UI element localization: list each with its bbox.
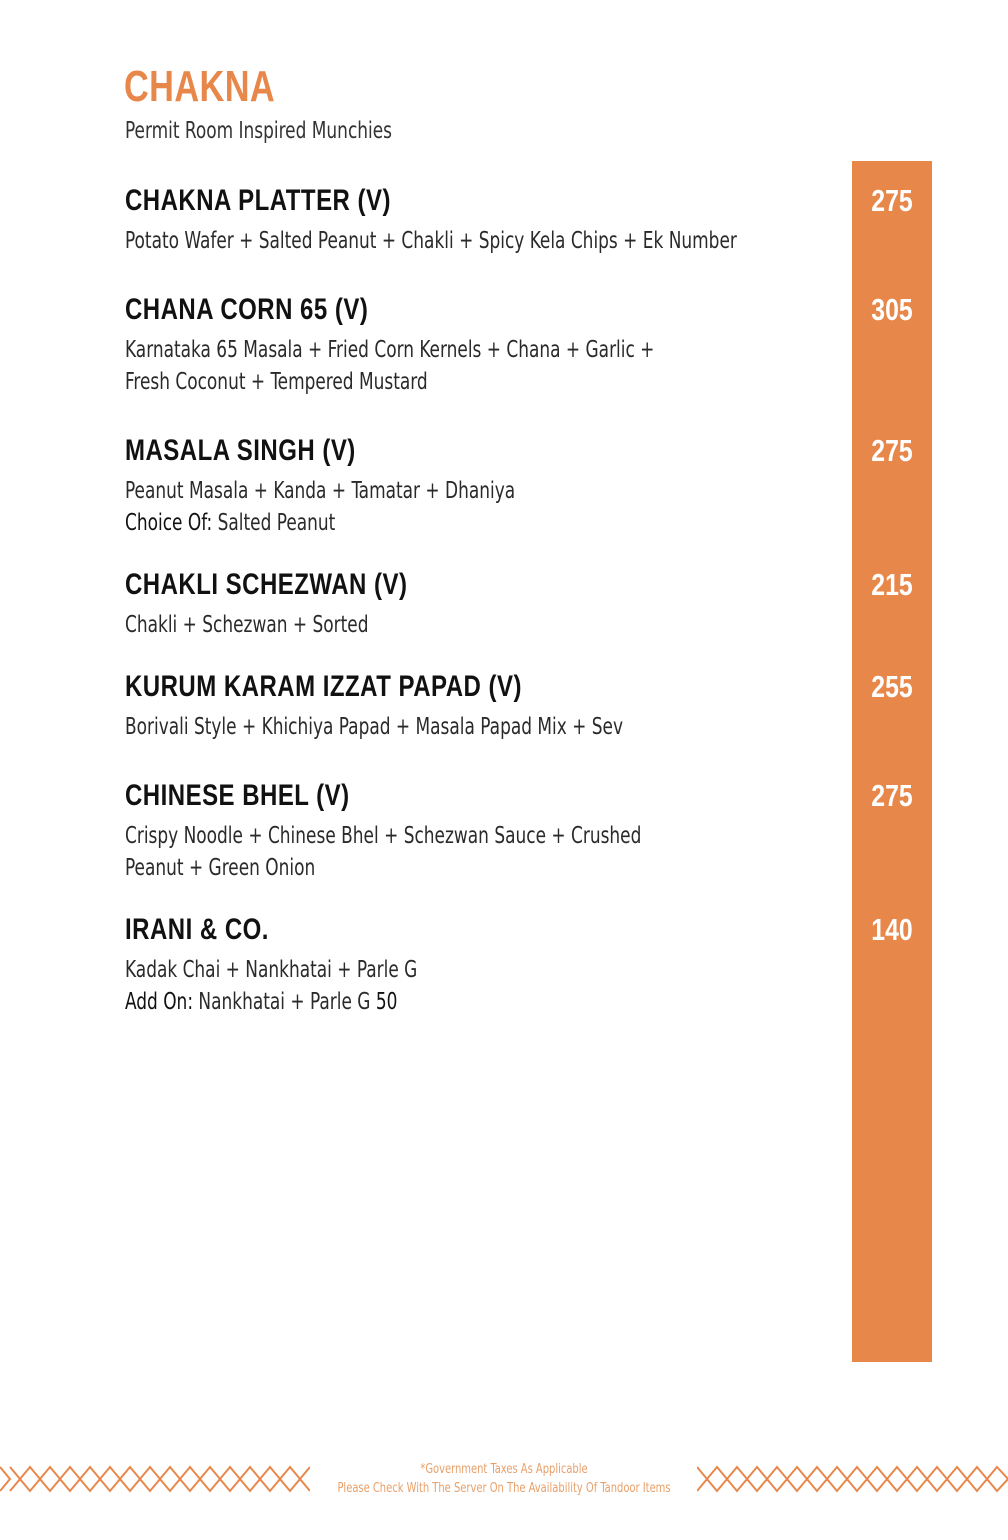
menu-item-masala-singh bbox=[125, 433, 825, 539]
section-subtitle: Permit Room Inspired Munchies bbox=[125, 118, 393, 144]
choice-label: Choice Of: bbox=[125, 510, 213, 536]
item-name: MASALA SINGH (V) bbox=[125, 434, 356, 467]
menu-item-chakna-platter bbox=[125, 183, 825, 257]
choice-text: Salted Peanut bbox=[212, 510, 336, 536]
item-description-line: Peanut Masala + Kanda + Tamatar + Dhaniya bbox=[125, 478, 516, 504]
footer-tax-note: *Government Taxes As Applicable bbox=[420, 1462, 588, 1477]
item-description bbox=[125, 334, 699, 398]
item-description bbox=[125, 609, 699, 641]
item-name: KURUM KARAM IZZAT PAPAD (V) bbox=[125, 670, 522, 703]
addon-label: Add On: bbox=[125, 989, 194, 1015]
item-choice-line bbox=[125, 507, 699, 539]
item-price: 275 bbox=[871, 433, 913, 468]
item-name: CHAKLI SCHEZWAN (V) bbox=[125, 568, 408, 601]
item-description bbox=[125, 954, 699, 1018]
zigzag-pattern-left-icon bbox=[0, 1461, 310, 1497]
addon-text: Nankhatai + Parle G bbox=[193, 989, 376, 1015]
item-description-line: Kadak Chai + Nankhatai + Parle G bbox=[125, 957, 418, 983]
item-description-line: Chakli + Schezwan + Sorted bbox=[125, 612, 369, 638]
item-description-line: Fresh Coconut + Tempered Mustard bbox=[125, 369, 428, 395]
item-price: 305 bbox=[871, 292, 913, 327]
item-description bbox=[125, 820, 699, 884]
item-price: 140 bbox=[871, 912, 913, 947]
menu-item-kurum-karam-izzat-papad bbox=[125, 669, 825, 743]
item-description-line: Karnataka 65 Masala + Fried Corn Kernels + Chana + Garlic + bbox=[125, 337, 655, 363]
item-price: 255 bbox=[871, 669, 913, 704]
item-description-line: Borivali Style + Khichiya Papad + Masala Papad Mix + Sev bbox=[125, 714, 624, 740]
item-name: IRANI & CO. bbox=[125, 913, 269, 946]
menu-item-chana-corn-65 bbox=[125, 292, 825, 398]
item-description bbox=[125, 225, 737, 257]
price-band bbox=[852, 161, 932, 1362]
footer-note bbox=[300, 1460, 708, 1498]
item-description bbox=[125, 711, 699, 743]
item-description-line: Peanut + Green Onion bbox=[125, 855, 316, 881]
menu-item-chinese-bhel bbox=[125, 778, 825, 884]
addon-price: 50 bbox=[375, 989, 398, 1015]
item-name: CHAKNA PLATTER (V) bbox=[125, 184, 391, 217]
item-addon-line bbox=[125, 986, 699, 1018]
item-price: 215 bbox=[871, 567, 913, 602]
section-title: CHAKNA bbox=[124, 62, 276, 111]
item-price: 275 bbox=[871, 183, 913, 218]
footer-availability-note: Please Check With The Server On The Availability Of Tandoor Items bbox=[337, 1481, 671, 1496]
item-description-line: Crispy Noodle + Chinese Bhel + Schezwan Sauce + Crushed bbox=[125, 823, 642, 849]
item-name: CHINESE BHEL (V) bbox=[125, 779, 350, 812]
zigzag-pattern-right-icon bbox=[697, 1461, 1008, 1497]
item-price: 275 bbox=[871, 778, 913, 813]
item-description-line: Potato Wafer + Salted Peanut + Chakli + Spicy Kela Chips + Ek Number bbox=[125, 228, 737, 254]
menu-item-irani-and-co bbox=[125, 912, 825, 1018]
item-name: CHANA CORN 65 (V) bbox=[125, 293, 369, 326]
menu-item-chakli-schezwan bbox=[125, 567, 825, 641]
item-description bbox=[125, 475, 699, 539]
